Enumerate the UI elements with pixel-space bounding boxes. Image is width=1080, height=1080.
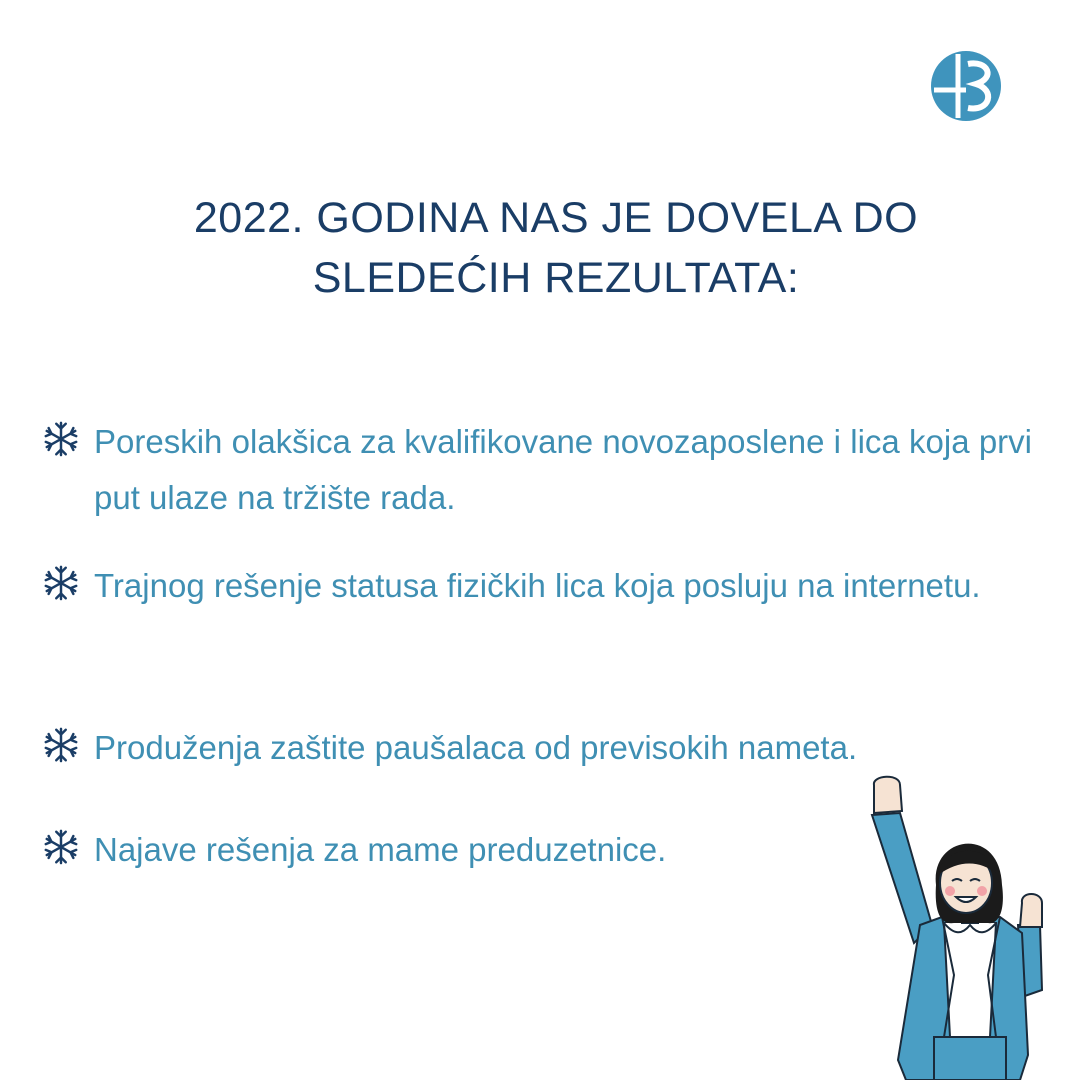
celebrating-woman-illustration (850, 775, 1080, 1080)
result-item-text: Trajnog rešenje statusa fizičkih lica koja posluju na internetu. (94, 567, 981, 604)
result-item-text: Produženja zaštite paušalaca od previsokih nameta. (94, 729, 858, 766)
snowflake-icon (42, 828, 80, 866)
result-item-3 (42, 720, 1032, 776)
result-item-1 (42, 414, 1032, 526)
result-item-2 (42, 558, 1032, 614)
result-item-text: Najave rešenja za mame preduzetnice. (94, 831, 667, 868)
brand-logo-icon (930, 50, 1002, 122)
snowflake-icon (42, 420, 80, 458)
snowflake-icon (42, 564, 80, 602)
result-item-text: Poreskih olakšica za kvalifikovane novozaposlene i lica koja prvi put ulaze na tržište rada. (94, 423, 1032, 516)
title-line-1: 2022. GODINA NAS JE DOVELA DO (193, 194, 919, 242)
title-line-2: SLEDEĆIH REZULTATA: (312, 254, 800, 302)
page-title (0, 188, 1080, 308)
snowflake-icon (42, 726, 80, 764)
